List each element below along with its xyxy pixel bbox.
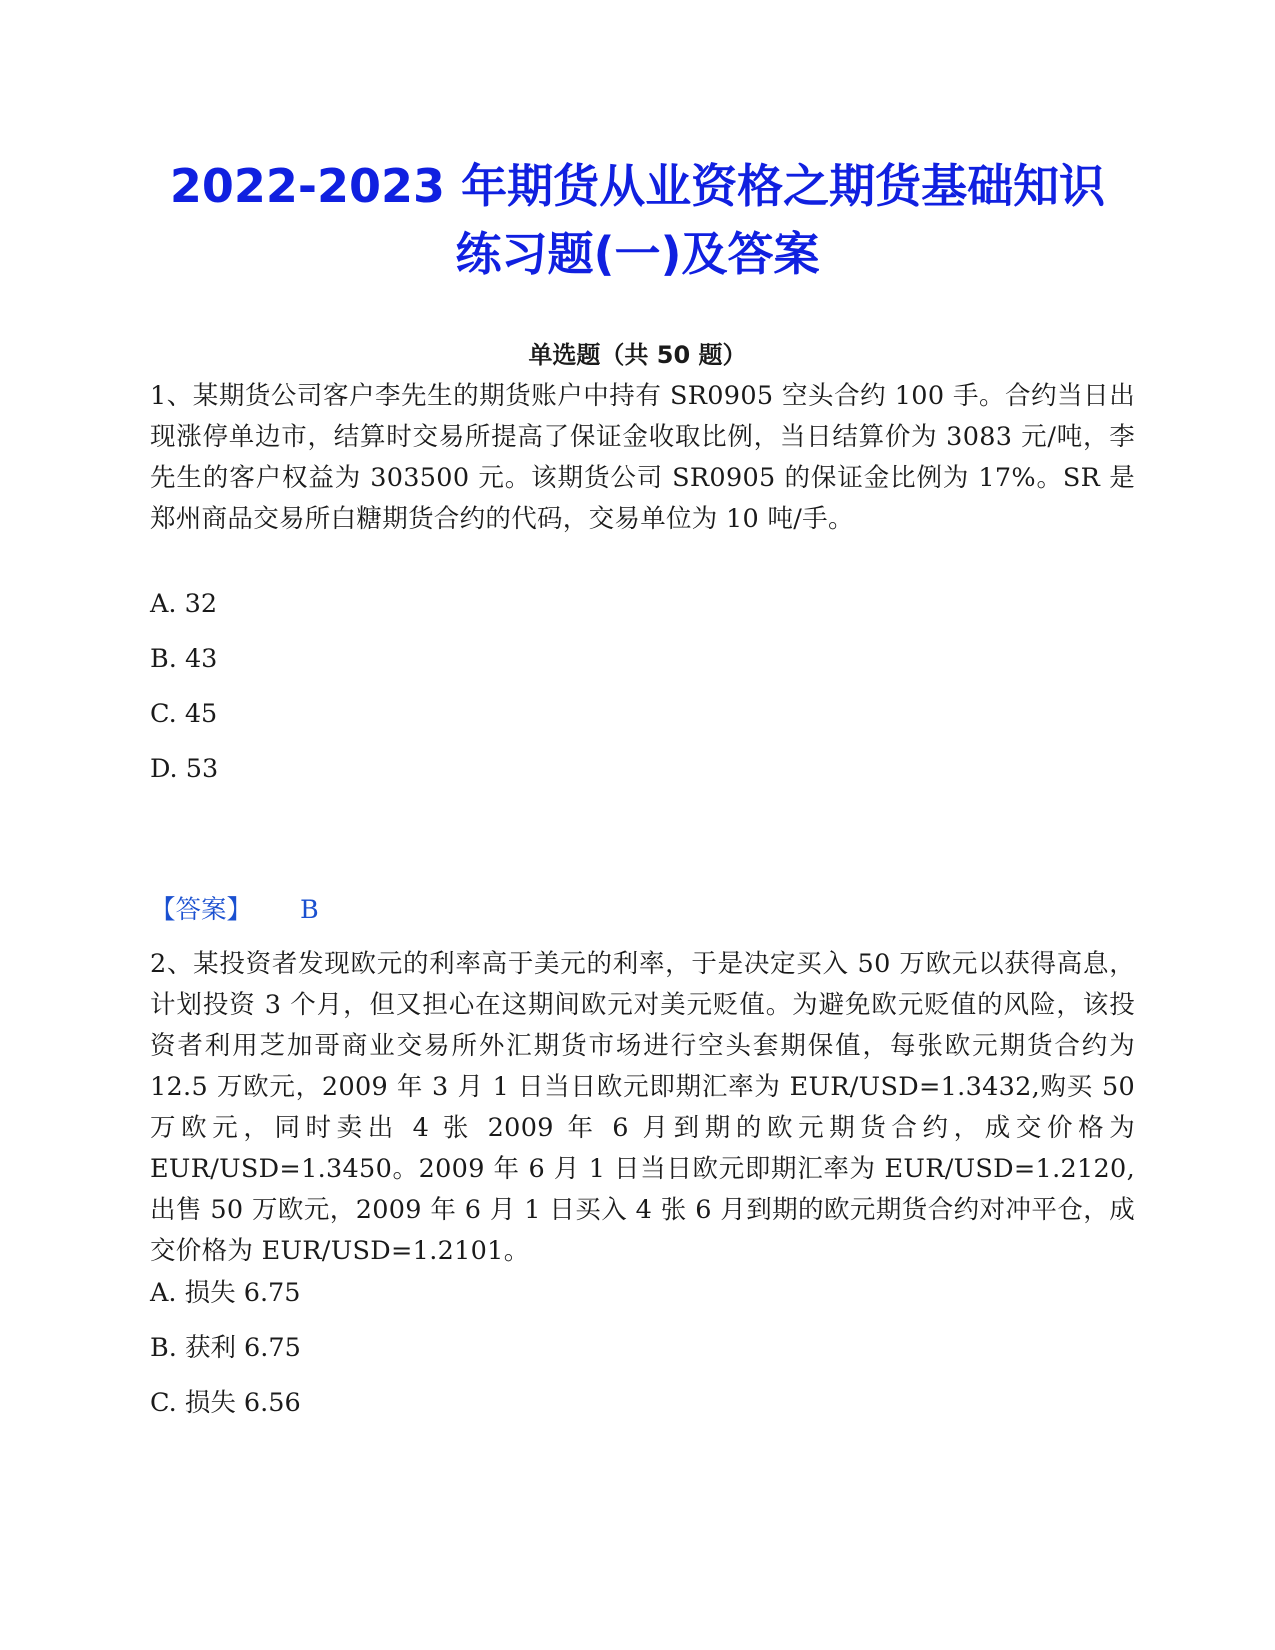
- title-line-2: 练习题(一)及答案: [455, 227, 820, 281]
- answer-value: B: [300, 895, 319, 925]
- section-heading: 单选题（共 50 题）: [528, 341, 747, 369]
- question-2-text: 2、某投资者发现欧元的利率高于美元的利率，于是决定买入 50 万欧元以获得高息，计划投资 3 个月，但又担心在这期间欧元对美元贬值。为避免欧元贬值的风险，该投资者利用芝加哥商业交易所外汇期货市场进行空头套期保值，每张欧元期货合约为 12.5 万欧元，2009 年 3 月 1 日当日欧元即期汇率为 EUR/USD=1.3432,购买 50 万欧元，同时卖出 4 张 2009 年 6 月到期的欧元期货合约，成交价格为 EUR/USD=1.3450。2009 年 6 月 1 日当日欧元即期汇率为 EUR/USD=1.2120,出售 50 万欧元，2009 年 6 月 1 日买入 4 张 6 月到期的欧元期货合约对冲平仓，成交价格为 EUR/USD=1.2101。: [150, 949, 1135, 1266]
- question-1-option-a: A. 32: [150, 589, 218, 619]
- answer-label: 【答案】: [150, 895, 253, 925]
- question-1-answer: [150, 893, 319, 927]
- question-1-option-c: C. 45: [150, 699, 218, 729]
- question-1-option-b: B. 43: [150, 644, 218, 674]
- question-2-option-b: B. 获利 6.75: [150, 1333, 301, 1363]
- question-1-text: 1、某期货公司客户李先生的期货账户中持有 SR0905 空头合约 100 手。合约当日出现涨停单边市，结算时交易所提高了保证金收取比例，当日结算价为 3083 元/吨，李先生的客户权益为 303500 元。该期货公司 SR0905 的保证金比例为 17%。SR 是郑州商品交易所白糖期货合约的代码，交易单位为 10 吨/手。: [150, 381, 1135, 534]
- document-title: [120, 152, 1155, 288]
- question-1-option-d: D. 53: [150, 754, 219, 784]
- question-2-option-a: A. 损失 6.75: [150, 1278, 301, 1308]
- question-2-option-c: C. 损失 6.56: [150, 1388, 301, 1418]
- title-line-1: 2022-2023 年期货从业资格之期货基础知识: [169, 159, 1106, 213]
